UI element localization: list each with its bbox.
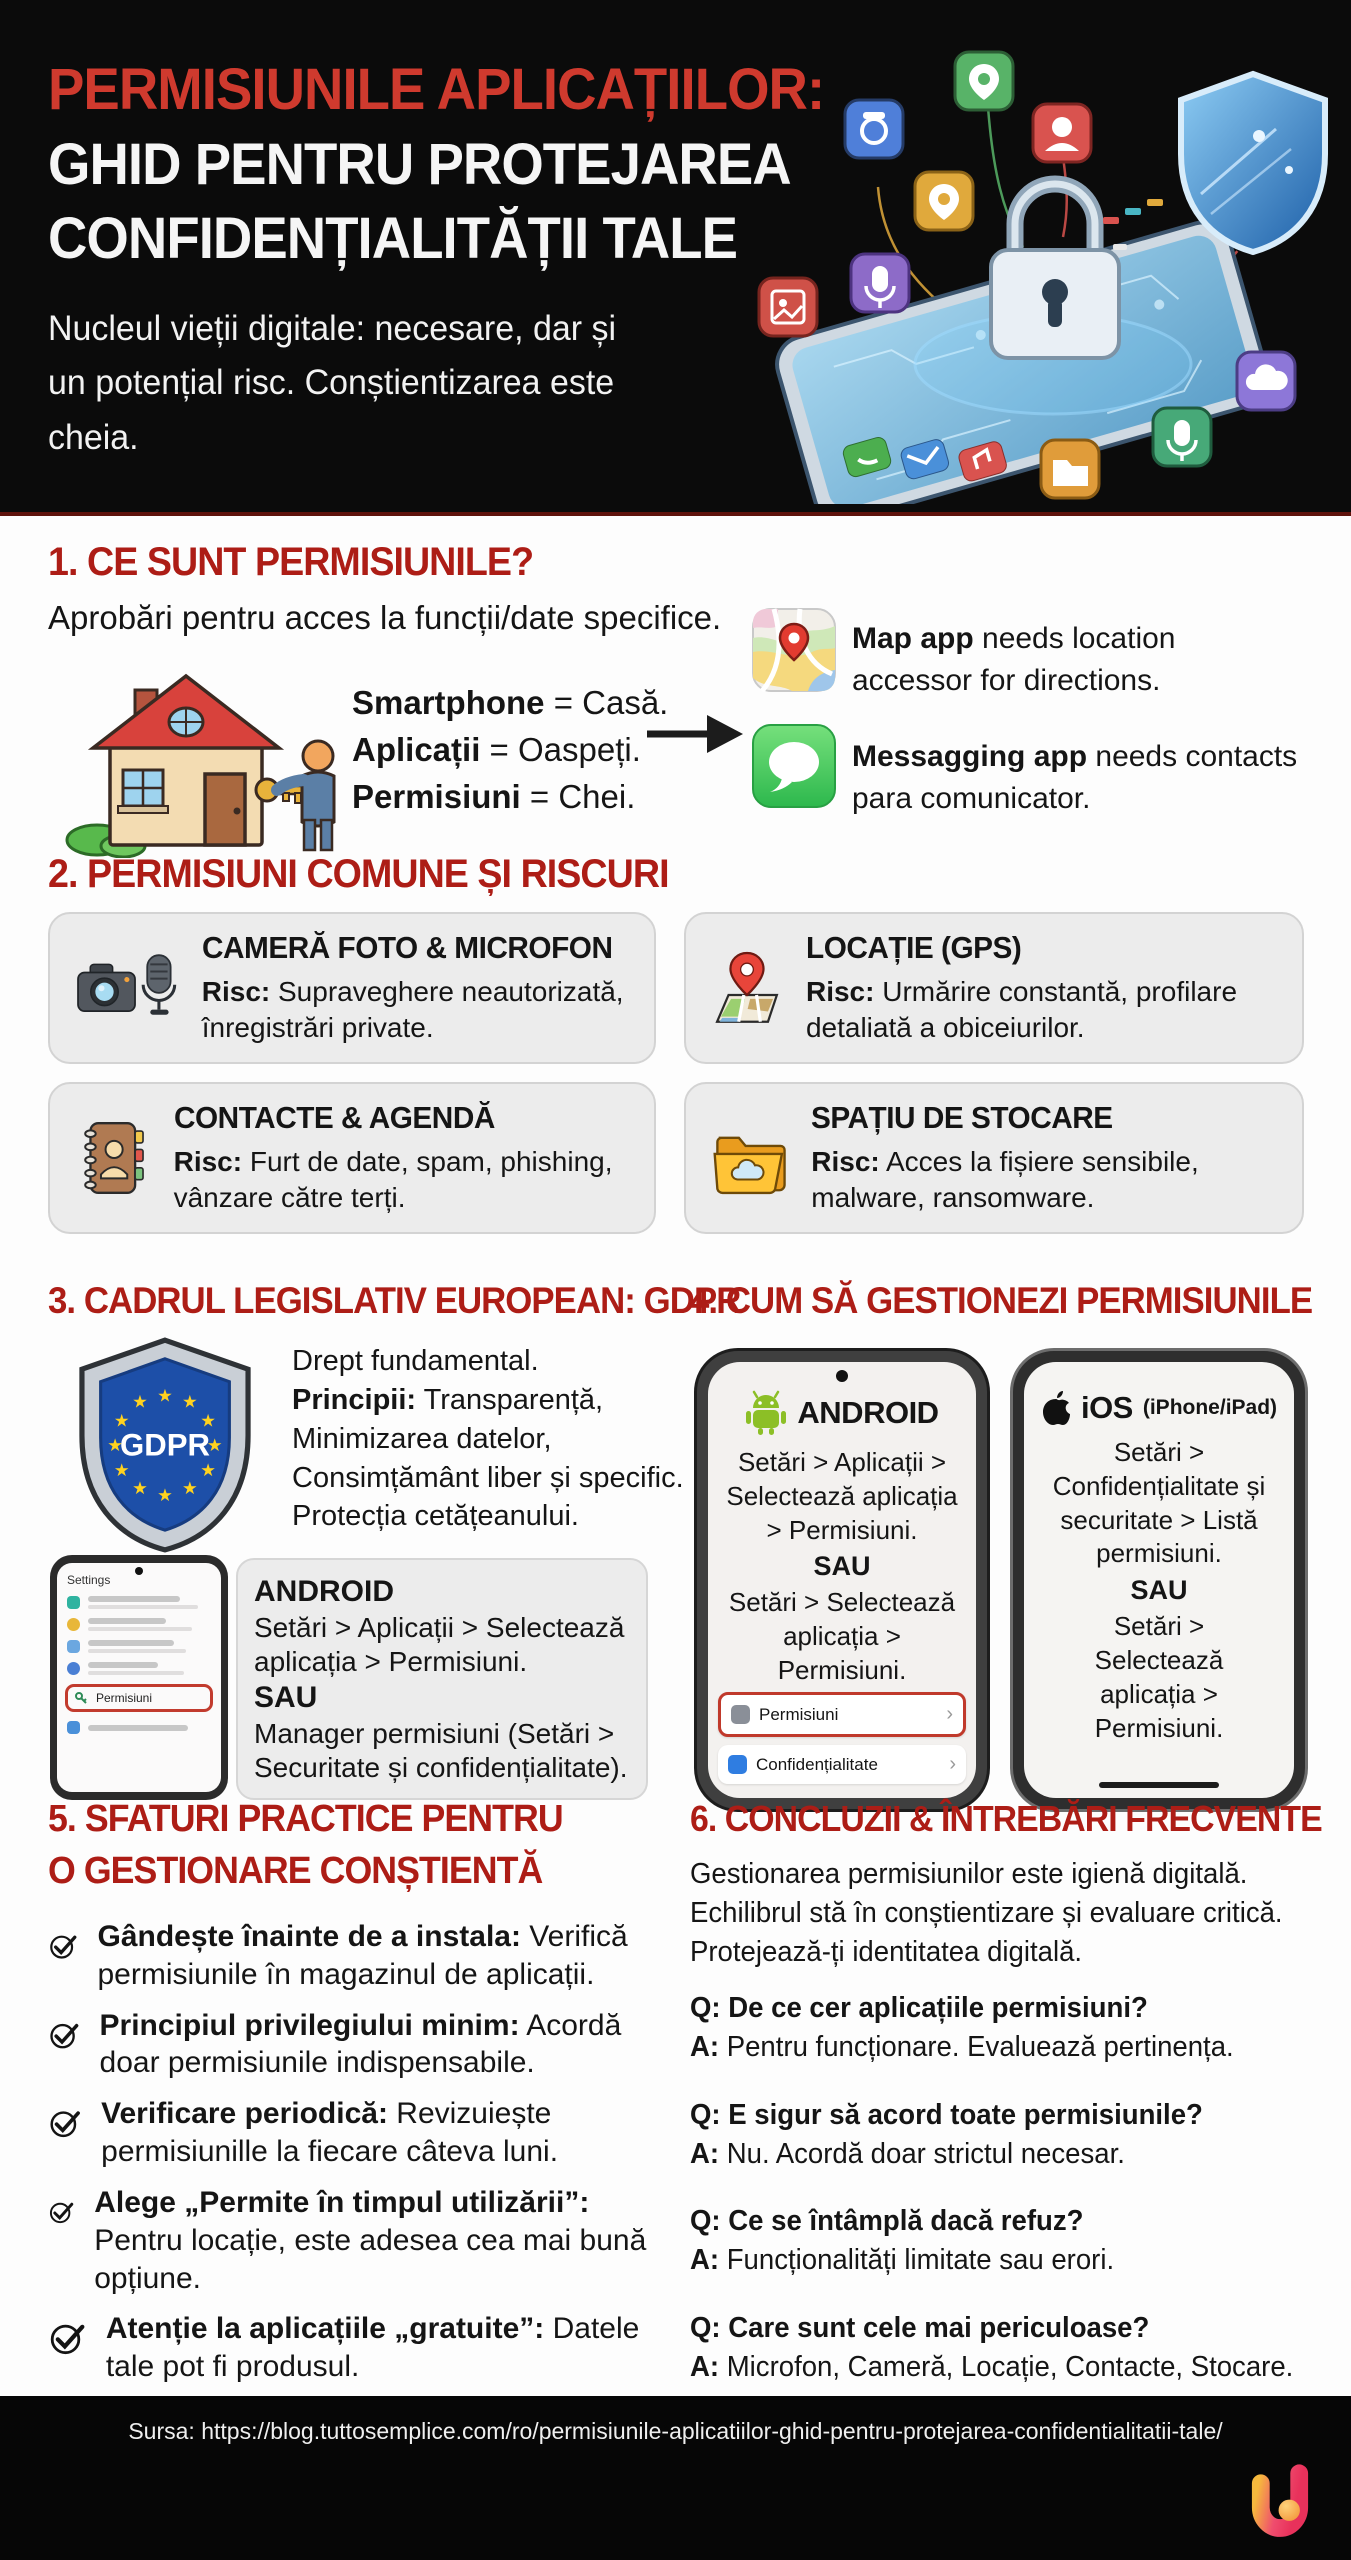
permission-card-contacts [48, 1082, 656, 1234]
notifications-icon [67, 1618, 80, 1631]
gdpr-line: Principii: Transparență, [292, 1383, 604, 1416]
android-phone-mockup [694, 1348, 990, 1812]
checkmark-circle-icon [48, 1918, 78, 1974]
folder-cloud-icon [712, 1104, 787, 1212]
faq-answer: A: Microfon, Cameră, Locație, Contacte, Stocare. [690, 2350, 1294, 2383]
house-key-illustration [55, 648, 350, 858]
gdpr-shield-icon [70, 1336, 260, 1554]
ios-sau: SAU [1130, 1575, 1188, 1606]
sounds-icon [67, 1662, 80, 1675]
svg-text:★: ★ [107, 1435, 124, 1456]
intro-line: Protejează-ți identitatea digitală. [690, 1936, 1083, 1969]
header-title-white-1: GHID PENTRU PROTEJAREA [48, 132, 791, 197]
ios-phone-mockup [1010, 1348, 1308, 1812]
privacy-shield-icon [728, 1755, 747, 1774]
message-app-text: Messagging app needs contacts para comunicator. [852, 740, 1298, 815]
ios-os-name: iOS [1080, 1390, 1133, 1425]
map-app-icon [752, 608, 836, 692]
tips-checklist [48, 1918, 663, 2386]
intro-line: Gestionarea permisiunilor este igienă digitală. [690, 1858, 1248, 1890]
android-settings-phone [50, 1555, 228, 1800]
permission-card-storage [684, 1082, 1304, 1234]
ios-path1: Setări > Confidențialitate și securitate > Listă permisiuni. [1052, 1437, 1266, 1569]
wifi-icon [67, 1596, 80, 1609]
camera-punch-hole [836, 1370, 848, 1382]
display-icon [67, 1640, 80, 1653]
section2-title: 2. PERMISIUNI COMUNE ȘI RISCURI [48, 852, 669, 896]
svg-text:★: ★ [200, 1410, 217, 1431]
permissions-row[interactable] [718, 1692, 966, 1737]
key-icon [75, 1692, 88, 1705]
contacts-book-icon [76, 1101, 150, 1215]
padlock-icon [991, 184, 1119, 358]
map-app-text: Map app needs location accessor for directions. [852, 622, 1176, 697]
ios-path2: Setări > Selectează aplicația > Permisiuni. [1094, 1611, 1224, 1743]
ios-os-row [1024, 1390, 1294, 1426]
svg-text:★: ★ [157, 1385, 173, 1406]
faq-answer: A: Nu. Acordă doar strictul necesar. [690, 2137, 1125, 2170]
card-risk: Risc: Urmărire constantă, profilare detaliată a obiceiurilor. [805, 976, 1238, 1043]
checklist-item: Gândește înainte de a instala: Verifică permisiunile în magazinul de aplicații. [48, 1918, 663, 1994]
checklist-item: Verificare periodică: Revizuiește permisiunille la fiecare câteva luni. [48, 2095, 663, 2171]
section6-intro [690, 1855, 1314, 1972]
faq-item [690, 2312, 1350, 2384]
intro-line: Echilibrul stă în conștientizare și evaluare critică. [690, 1897, 1283, 1930]
checkmark-circle-icon [48, 2184, 74, 2240]
android-card-sau: SAU [254, 1680, 318, 1714]
permission-card-camera [48, 912, 656, 1064]
message-app-icon [752, 724, 836, 808]
checklist-item: Principiul privilegiului minim: Acordă doar permisiunile indispensabile. [48, 2007, 663, 2083]
android-os-name: ANDROID [797, 1395, 939, 1430]
gdpr-text-block [292, 1342, 684, 1536]
home-indicator [1099, 1782, 1219, 1788]
permissions-row-label: Permisiuni [759, 1704, 839, 1724]
apple-logo-icon [1041, 1390, 1071, 1426]
settings-row[interactable] [67, 1640, 211, 1653]
card-title: CONTACTE & AGENDĂ [173, 1100, 495, 1136]
location-pin-icon [712, 932, 782, 1044]
settings-row[interactable] [67, 1662, 211, 1675]
faq-item [690, 2205, 1350, 2277]
analogy-line: Smartphone = Casă. [352, 684, 669, 721]
gdpr-line: Drept fundamental. [292, 1345, 539, 1377]
privacy-row-label: Confidențialitate [756, 1754, 878, 1774]
footer [0, 2396, 1351, 2560]
faq-question: Q: De ce cer aplicațiile permisiuni? [690, 1992, 1148, 2024]
settings-screen-title: Settings [67, 1573, 111, 1587]
header-subtitle: Nucleul vieții digitale: necesare, dar și un potențial risc. Conștientizarea este cheia. [48, 309, 617, 457]
svg-text:★: ★ [182, 1391, 198, 1412]
gdpr-line: Protecția cetățeanului. [292, 1500, 579, 1533]
settings-row[interactable] [67, 1721, 211, 1734]
card-risk: Risc: Furt de date, spam, phishing, vânzare către terți. [173, 1146, 613, 1213]
android-sau: SAU [813, 1551, 871, 1582]
header [0, 0, 1351, 516]
faq-question: Q: Ce se întâmplă dacă refuz? [690, 2205, 1084, 2238]
gdpr-line: Minimizarea datelor, [292, 1422, 552, 1455]
lock-icon [731, 1705, 750, 1724]
faq-answer: A: Pentru funcționare. Evaluează pertinența. [690, 2031, 1234, 2063]
card-risk: Risc: Supraveghere neautorizată, înregistrări private. [201, 976, 624, 1043]
svg-text:★: ★ [113, 1460, 130, 1481]
android-settings-rows [718, 1684, 966, 1784]
faq-question: Q: Care sunt cele mai periculoase? [690, 2311, 1150, 2344]
header-title-white-2: CONFIDENȚIALITĂȚII TALE [48, 206, 738, 271]
settings-row[interactable] [67, 1618, 211, 1631]
security-phone-illustration [733, 12, 1341, 504]
card-risk: Risc: Acces la fișiere sensibile, malware, ransomware. [811, 1146, 1199, 1213]
faq-question: Q: E sigur să acord toate permisiunile? [690, 2098, 1203, 2131]
source-url: Sursa: https://blog.tuttosemplice.com/ro/permisiunile-aplicatiilor-ghid-pentru-protejarea-confidentialitatii-tale/ [128, 2418, 1223, 2444]
analogy-line: Aplicații = Oaspeți. [352, 730, 641, 768]
android-card-title: ANDROID [254, 1575, 394, 1608]
analogy-block [352, 680, 668, 821]
svg-text:★: ★ [132, 1391, 148, 1412]
brand-u-logo [1248, 2458, 1312, 2554]
android-card-path2: Manager permisiuni (Setări > Securitate și confidențialitate). [254, 1717, 628, 1784]
svg-text:★: ★ [206, 1435, 223, 1456]
analogy-line: Permisiuni = Chei. [352, 777, 636, 815]
privacy-icon [67, 1721, 80, 1734]
card-title: LOCAȚIE (GPS) [805, 930, 1022, 966]
svg-text:★: ★ [200, 1460, 217, 1481]
checkmark-circle-icon [48, 2007, 80, 2063]
android-robot-icon [745, 1390, 787, 1436]
svg-text:★: ★ [113, 1410, 130, 1431]
arrow-right-icon [645, 708, 745, 760]
svg-text:★: ★ [182, 1477, 198, 1498]
section5-title-line1: 5. SFATURI PRACTICE PENTRU [48, 1798, 563, 1840]
svg-text:★: ★ [132, 1477, 148, 1498]
faq-answer: A: Funcționalități limitate sau erori. [690, 2244, 1115, 2277]
camera-mic-icon [76, 932, 178, 1044]
section4-title: 4. CUM SĂ GESTIONEZI PERMISIUNILE [690, 1280, 1313, 1321]
checklist-item: Alege „Permite în timpul utilizării”: Pentru locație, este adesea cea mai bună opțiune. [48, 2184, 663, 2297]
section5-title-line2: O GESTIONARE CONȘTIENTĂ [48, 1850, 543, 1892]
camera-punch-hole [135, 1567, 143, 1575]
svg-text:★: ★ [157, 1485, 173, 1506]
permissions-row-highlighted[interactable] [65, 1684, 213, 1712]
permissions-label: Permisiuni [96, 1691, 153, 1705]
ios-os-sub: (iPhone/iPad) [1142, 1396, 1278, 1419]
android-path1: Setări > Aplicații > Selectează aplicația > Permisiuni. [726, 1447, 958, 1545]
gdpr-line: Consimțământ liber și specific. [292, 1461, 684, 1494]
chevron-right-icon [946, 1703, 953, 1726]
android-instructions-card [236, 1558, 648, 1800]
checklist-item: Atenție la aplicațiile „gratuite”: Datele tale pot fi produsul. [48, 2310, 663, 2386]
section1-title: 1. CE SUNT PERMISIUNILE? [48, 540, 534, 584]
section3-title: 3. CADRUL LEGISLATIV EUROPEAN: GDPR [48, 1280, 741, 1321]
permission-card-location [684, 912, 1304, 1064]
card-title: SPAȚIU DE STOCARE [811, 1100, 1113, 1136]
settings-row[interactable] [67, 1596, 211, 1609]
android-card-path1: Setări > Aplicații > Selectează aplicația > Permisiuni. [254, 1611, 625, 1678]
card-title: CAMERĂ FOTO & MICROFON [201, 930, 613, 966]
privacy-row[interactable] [718, 1745, 966, 1784]
faq-list [690, 1992, 1350, 2384]
section1-intro: Aprobări pentru acces la funcții/date specifice. [48, 599, 722, 636]
faq-item [690, 1992, 1350, 2064]
checkmark-circle-icon [48, 2310, 86, 2366]
chevron-right-icon [949, 1753, 956, 1776]
section6-title: 6. CONCLUZII & ÎNTREBĂRI FRECVENTE [690, 1798, 1322, 1839]
gdpr-label: GDPR [120, 1427, 210, 1463]
faq-item [690, 2099, 1350, 2171]
android-os-row [708, 1390, 976, 1436]
android-path2: Setări > Selectează aplicația > Permisiuni. [728, 1587, 956, 1685]
checkmark-circle-icon [48, 2095, 81, 2151]
header-title-red: PERMISIUNILE APLICAȚIILOR: [48, 57, 825, 122]
